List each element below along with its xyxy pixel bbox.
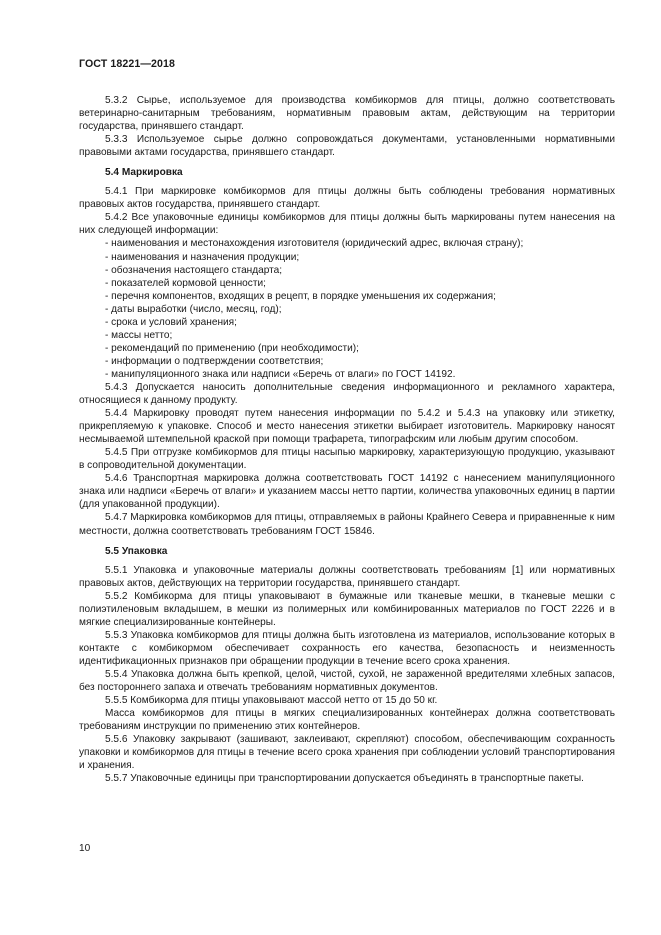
paragraph-5-3-2: 5.3.2 Сырье, используемое для производства комбикормов для птицы, должно соответствовать ветеринарно-санитарным требованиям, нормативным правовым актам, действующим на территории государства, принявшего стандарт. (79, 95, 615, 133)
paragraph-5-5-4: 5.5.4 Упаковка должна быть крепкой, целой, чистой, сухой, не зараженной вредителями хлебных запасов, без постороннего запаха и отвечать требованиям нормативных документов. (79, 668, 615, 694)
paragraph-5-4-3: 5.4.3 Допускается наносить дополнительные сведения информационного и рекламного характера, относящиеся к данному продукту. (79, 381, 615, 407)
list-item: - показателей кормовой ценности; (105, 277, 266, 289)
paragraph-5-5-5: 5.5.5 Комбикорма для птицы упаковывают массой нетто от 15 до 50 кг. (105, 695, 438, 707)
list-item: - информации о подтверждении соответствия; (105, 355, 324, 367)
paragraph-5-5-5-continued: Масса комбикормов для птицы в мягких специализированных контейнерах должна соответствовать требованиям инструкции по применению этих контейнеров. (79, 708, 615, 733)
paragraph-5-5-7: 5.5.7 Упаковочные единицы при транспортировании допускается объединять в транспортные пакеты. (105, 773, 584, 785)
list-item: - рекомендаций по применению (при необходимости); (105, 342, 359, 354)
paragraph-5-4-2: 5.4.2 Все упаковочные единицы комбикормов для птицы должны быть маркированы путем нанесения на них следующей информации: (79, 212, 615, 237)
paragraph-5-4-7: 5.4.7 Маркировка комбикормов для птицы, отправляемых в районы Крайнего Севера и приравненные к ним местности, должна соответствовать требованиям ГОСТ 15846. (79, 512, 615, 537)
paragraph-5-5-1: 5.5.1 Упаковка и упаковочные материалы должны соответствовать требованиям [1] или нормативных правовых актов, действующих на территории государства, принявшего стандарт. (79, 564, 615, 589)
paragraph-5-5-6: 5.5.6 Упаковку закрывают (зашивают, заклеивают, скрепляют) способом, обеспечивающим сохранность упаковки и комбикормов для птицы в течение всего срока хранения при соблюдении условий транспортирования и хранения. (79, 734, 615, 772)
section-title-packaging: 5.5 Упаковка (105, 545, 168, 557)
paragraph-5-5-3: 5.5.3 Упаковка комбикормов для птицы должна быть изготовлена из материалов, использование которых в контакте с комбикормом обеспечивает сохранность его качества, безопасность и неизменность идентификационных признаков при обращении продукции в течение всего срока хранения. (79, 629, 615, 667)
list-item: - наименования и местонахождения изготовителя (юридический адрес, включая страну); (105, 238, 524, 250)
list-item: - манипуляционного знака или надписи «Беречь от влаги» по ГОСТ 14192. (105, 368, 456, 380)
list-item: - массы нетто; (105, 329, 173, 341)
page-number: 10 (79, 843, 91, 854)
paragraph-5-4-1: 5.4.1 При маркировке комбикормов для птицы должны быть соблюдены требования нормативных правовых актов государства, принявшего стандарт. (79, 186, 615, 211)
page-content (79, 94, 615, 785)
section-title-marking: 5.4 Маркировка (105, 167, 183, 179)
paragraph-5-5-2: 5.5.2 Комбикорма для птицы упаковывают в бумажные или тканевые мешки, в тканевые мешки с полиэтиленовым вкладышем, в мешки из полимерных или комбинированных материалов по ГОСТ 2226 и в мягкие специализированные контейнеры. (79, 590, 615, 628)
paragraph-5-4-5: 5.4.5 При отгрузке комбикормов для птицы насыпью маркировку, характеризующую продукцию, указывают в сопроводительной документации. (79, 447, 615, 472)
list-item: - срока и условий хранения; (105, 316, 237, 328)
list-item: - наименования и назначения продукции; (105, 251, 300, 263)
paragraph-5-3-3: 5.3.3 Используемое сырье должно сопровождаться документами, установленными нормативными правовыми актами государства, принявшего стандарт. (79, 134, 615, 159)
marking-info-list (79, 237, 615, 381)
list-item: - обозначения настоящего стандарта; (105, 264, 283, 276)
list-item: - даты выработки (число, месяц, год); (105, 303, 282, 315)
list-item: - перечня компонентов, входящих в рецепт, в порядке уменьшения их содержания; (105, 290, 496, 302)
paragraph-5-4-4: 5.4.4 Маркировку проводят путем нанесения информации по 5.4.2 и 5.4.3 на упаковку или этикетку, прикрепляемую к упаковке. Способ и место нанесения этикетки выбирает изготовитель. Маркировку наносят несмываемой штемпельной краской при помощи трафарета, типографским или любым другим способом. (79, 408, 615, 446)
paragraph-5-4-6: 5.4.6 Транспортная маркировка должна соответствовать ГОСТ 14192 с нанесением манипуляционного знака или надписи «Беречь от влаги» и указанием массы нетто партии, количества упаковочных единиц в партии (для упакованной продукции). (79, 473, 615, 511)
document-header: ГОСТ 18221—2018 (79, 58, 176, 70)
